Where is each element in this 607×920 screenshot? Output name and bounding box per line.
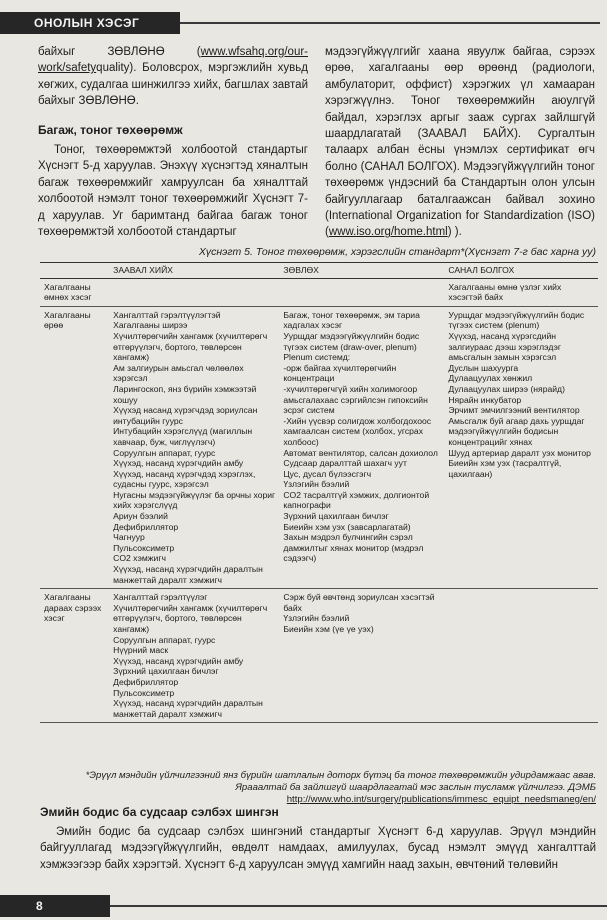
table-item: Зүрхний цахилгаан бичлэг <box>113 666 219 677</box>
left-column <box>38 44 308 240</box>
table-item: CO2 тасралтгүй хэмжих, долгионтой капнографи <box>283 489 430 511</box>
left-p1-text-a: байхыг ЗӨВЛӨНӨ ( <box>38 46 201 58</box>
table-item: Ам залгиурын амьсгал чөлөөлөх хэрэгсэл <box>113 362 244 384</box>
table-item: Хагалгааны ширээ <box>113 320 188 331</box>
table-item: Дефибриллятор <box>113 521 179 532</box>
left-paragraph-2: Тоног, төхөөрөмжтэй холбоотой стандартыг Хүснэгт 5-д харуулав. Энэхүү хүснэгтэд хяналтын багаж төхөөрөмжийг хамруулсан ба хяналттай холбоотой нэмэлт тоног төхөөрөмжийг Хүснэгт 7-д харуулав. Уг баримтанд байгаа багаж тоног төхөөрөмжтэй холбоотой стандартыг <box>38 144 308 239</box>
cell-suggested <box>444 278 598 306</box>
equipment-table <box>40 262 598 723</box>
table-item: Дуслын шахуурга <box>448 362 519 373</box>
left-p1-text-b: quality). Боловсрох, мэргэжлийн хувьд хөгжих, судалгаа шинжилгээ хийх, багшлах завтай байхыг ЗӨВЛӨНӨ. <box>38 62 308 108</box>
footnote-text: *Эрүүл мэндийн үйлчилгээний янз бүрийн шатлалын доторх бүтэц ба тоног төхөөрөмжийн удирдамжаас авав. Ярааалтай ба зайлшгүй шаардлагатай мэс заслын тусламж үйлчилгээ. ДЭМБ <box>85 770 596 793</box>
section-title-medications: Эмийн бодис ба судсаар сэлбэх шингэн <box>40 805 279 819</box>
table-row <box>40 306 598 588</box>
medications-paragraph-text: Эмийн бодис ба судсаар сэлбэх шингэний стандартыг Хүснэгт 6-д харуулав. Эрүүл мэндийн байгууллагад мэдээгүйжүүлгийн, өвдөлт намдаах, амилуулах, бусад нэмэлт эмүүд хангалттай хэмжээгээр байх хэрэгтэй. Хүснэгт 6-д харуулсан эмүүд хамгийн наад захын, өвчтөний төлөвийн <box>40 826 596 871</box>
cell-must <box>109 306 279 588</box>
iso-link[interactable]: www.iso.org/home.html <box>328 226 448 239</box>
section-header <box>0 12 180 34</box>
table-item: Уурщдаг мэдээгүйжүүлгийн бодис түгээх систем (draw-over, plenum) <box>283 330 420 352</box>
table-item: Судсаар даралттай шахагч уут <box>283 458 407 469</box>
table-item: Үзлэгийн бээлий <box>283 479 350 490</box>
table-item: -хүчилтөрөгчгүй хийн холимогоор амьсгалахаас сэргийлсэн гипоксийн эсрэг систем <box>283 383 428 416</box>
table-header-row <box>40 263 598 279</box>
right-p1-text: мэдээгүйжүүлгийг хаана явуулж байгаа, сэрээх өрөө, хагалгааны өөр өрөөнд (радиологи, амбулаторит, оффист) хэрэгжих үл хамааран хэрэгжүүлнэ. Тоног төхөөрөмжийн аюулгүй байдал, хэрэглэх аргыг зааж сургах зайлшгүй шаардлагатай (ЗААВАЛ БАЙХ). Сургалтын талаарх албан ёсны үнэмлэх сертификат өгч болно (САНАЛ БОЛГОХ). Мэдээгүйжүүлгийн тоног төхөөрөмж үндэсний ба Стандартын олон улсын байгууллагаар баталгаажсан байвал зохино (International Organization for Standardization (ISO) ( <box>325 46 595 239</box>
table-item: Дулаацуулах ширээ (нярайд) <box>448 383 565 394</box>
table-item: Хүүхэд, насанд хүрэгчдийн амбу <box>113 655 244 666</box>
wfsa-link[interactable]: www.wfsahq.org/our-work/safety <box>38 46 308 75</box>
row-label: Хагалгааны өрөө <box>40 306 109 588</box>
table-item: Цус, дусал бүлээсгэгч <box>283 468 372 479</box>
table-item: Дефибриллятор <box>113 676 179 687</box>
table-item: Хүүхэд, насанд хүрэгсдийн залгиураас дээш хэрэглэдэг амьсгалын замын хэрэгсэл <box>448 330 562 363</box>
row-label: Хагалгааны өмнөх хэсэг <box>40 278 109 306</box>
table-item: Хүүхэд насанд хүрэгчдэд зориулсан интубацийн гуурс <box>113 405 258 426</box>
footer-rule <box>110 905 607 907</box>
page-number-bar <box>0 895 110 917</box>
table-row <box>40 589 598 723</box>
table-item: Амьсгалж буй агаар дахь уурщдаг мэдээгүйжүүлгийн бодисын концентрацийг хянах <box>448 415 585 447</box>
cell-must <box>109 278 279 306</box>
cell-recommended <box>279 278 444 306</box>
table-caption: Хүснэгт 5. Тоног төхөөрөмж, хэрэгслийн стандарт*(Хүснэгт 7-г бас харна уу) <box>198 246 596 258</box>
table-item: Сэрж буй өвчтөнд зориулсан хэсэгтэй байх <box>283 592 435 613</box>
cell-suggested <box>444 589 598 723</box>
table-item: -орж байгаа хүчилтөрөгчийн концентраци <box>283 362 397 384</box>
table-item: Биеийн хэм (үе үе уэх) <box>283 624 374 634</box>
table-item: Автомат вентилятор, салсан дохиолол <box>283 447 438 458</box>
table-item: Нярайн инкубатор <box>448 394 522 405</box>
table-item: Соруулгын аппарат, гуурс <box>113 634 216 645</box>
table-item: Захын мэдрэл булчингийн сэрэл дамжилтыг хянах монитор (мэдрэл сэдээгч) <box>283 532 424 564</box>
table-item: Биеийн хэм уэх (завсарлагатай) <box>283 521 411 532</box>
table-item: Соруулгын аппарат, гуурс <box>113 447 216 458</box>
table-item: Эрчимт эмчилгээний вентилятор <box>448 405 580 416</box>
table-item: Нүүрний маск <box>113 645 169 656</box>
table-item: -Хийн үүсвэр солигдож холбогдохоос хамгаалсан систем (холбох, угсрах холбоос) <box>283 415 432 447</box>
section-header-title: ОНОЛЫН ХЭСЭГ <box>34 16 140 30</box>
cell-suggested <box>444 306 598 588</box>
table-item: Пульсоксиметр <box>113 687 175 698</box>
table-item: Хүчилтөрөгчийн хангамж (хүчилтөрөгч өтгөрүүлэгч, бортого, төвлөрсөн хангамж) <box>113 602 268 634</box>
table-item: Хүүхэд, насанд хүрэгчдийн даралтын манжеттай даралт хэмжигч <box>113 564 263 585</box>
table-header-suggested: САНАЛ БОЛГОХ <box>444 263 598 279</box>
right-column <box>325 44 595 241</box>
table-item: Хүүхэд, насанд хүрэгчдийн амбу <box>113 458 244 469</box>
table-item: Ларингоскоп, янз бүрийн хэмжээтэй хошуу <box>113 383 257 405</box>
page-number: 8 <box>36 899 43 913</box>
table-item: Хангалттай гэрэлтүүлэг <box>113 592 208 603</box>
table-header-recommended: ЗӨВЛӨХ <box>279 263 444 279</box>
table-item: Шууд артериар даралт уэх монитор <box>448 447 591 458</box>
right-p1-end: ) ). <box>447 226 462 239</box>
table-item: Хангалттай гэрэлтүүлэгтэй <box>113 309 221 320</box>
table-item: Хагалгааны өмнө үзлэг хийх хэсэгтэй байх <box>448 281 562 303</box>
table-item: Зүрхний цахилгаан бичлэг <box>283 511 389 522</box>
header-rule <box>180 22 600 24</box>
medications-paragraph <box>40 824 596 873</box>
section-title-equipment: Багаж, тоног төхөөрөмж <box>38 122 183 137</box>
who-link[interactable]: http://www.who.int/surgery/publications/immesc_equipt_needsmaneg/en/ <box>286 794 596 805</box>
table-row <box>40 278 598 306</box>
table-footnote <box>40 770 596 806</box>
table-item: Уурщдаг мэдээгүйжүүлгийн бодис түгээх систем (plenum) <box>448 309 585 331</box>
table-item: Биеийн хэм уэх (тасралтгүй, цахилгаан) <box>448 458 562 479</box>
table-item: Багаж, тоног төхөөрөмж, эм тариа хадгалах хэсэг <box>283 309 420 331</box>
table-item: Дулаацуулах хөнжил <box>448 373 533 384</box>
table-item: Чагнуур <box>113 532 145 543</box>
table-item: Хүүхэд, насанд хүрэгчдийн даралтын манжеттай даралт хэмжигч <box>113 698 263 719</box>
table-item: Хүчилтөрөгчийн хангамж (хүчилтөрөгч өтгөрүүлэгч, бортого, төвлөрсөн хангамж) <box>113 330 268 363</box>
table-item: CO2 хэмжигч <box>113 553 166 564</box>
table-header-empty <box>40 263 109 279</box>
table-item: Үзлэгийн бээлий <box>283 613 350 624</box>
table-header-must: ЗААВАЛ ХИЙХ <box>109 263 279 279</box>
table-item: Нугасны мэдээгүйжүүлэг ба орчны хориг хийх хэрэгслүүд <box>113 489 276 511</box>
table-item: Ариун бээлий <box>113 511 168 522</box>
left-paragraph-1 <box>38 44 308 110</box>
cell-must <box>109 589 279 723</box>
cell-recommended <box>279 306 444 588</box>
table-item: Хүүхэд, насанд хүрэгчдэд хэрэглэх, судасны гуурс, хэрэгсэл <box>113 468 256 490</box>
row-label: Хагалгааны дараах сэрээх хэсэг <box>40 589 109 723</box>
right-paragraph-1 <box>325 44 595 241</box>
cell-recommended <box>279 589 444 723</box>
table-item: Plenum системд: <box>283 352 351 363</box>
table-item: Пульсоксиметр <box>113 542 175 553</box>
table-item: Интубацийн хэрэгслүүд (магиллын хавчаар, буж, чиглүүлэгч) <box>113 426 253 447</box>
